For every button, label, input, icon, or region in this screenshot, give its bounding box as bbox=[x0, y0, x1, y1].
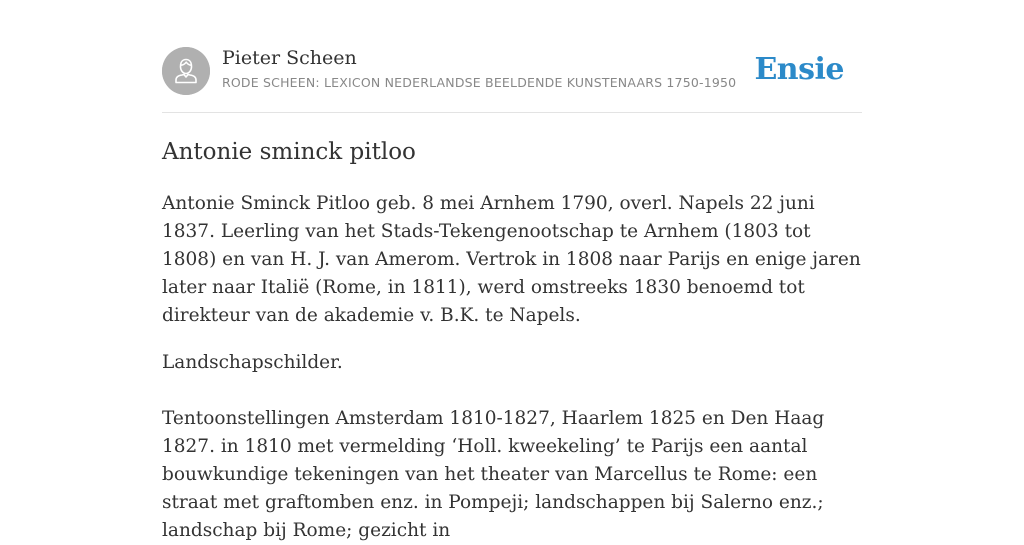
source-title[interactable]: RODE SCHEEN: LEXICON NEDERLANDSE BEELDENDE KUNSTENAARS 1750-1950 bbox=[222, 75, 737, 90]
paragraph: Tentoonstellingen Amsterdam 1810-1827, Haarlem 1825 en Den Haag 1827. in 1810 met vermelding ‘Holl. kweekeling’ te Parijs een aantal bouwkundige tekeningen van het theater van Marcellus te Rome: een straat met graftomben enz. in Pompeji; landschappen bij Salerno enz.; landschap bij Rome; gezicht in bbox=[162, 408, 825, 541]
article-container bbox=[162, 0, 862, 541]
author-name[interactable]: Pieter Scheen bbox=[222, 47, 357, 69]
user-silhouette-icon bbox=[162, 47, 210, 95]
paragraph: Antonie Sminck Pitloo geb. 8 mei Arnhem 1790, overl. Napels 22 juni 1837. Leerling van het Stads-Tekengenootschap te Arnhem (1803 tot 1808) en van H. J. van Amerom. Vertrok in 1808 naar Parijs en enige jaren later naar Italië (Rome, in 1811), werd omstreeks 1830 benoemd tot direkteur van de akademie v. B.K. te Napels. bbox=[162, 193, 861, 326]
brand-logo[interactable]: Ensie bbox=[754, 52, 844, 87]
article-header bbox=[162, 0, 862, 113]
article-body bbox=[162, 190, 867, 545]
avatar[interactable] bbox=[162, 47, 210, 95]
article-title: Antonie sminck pitloo bbox=[162, 139, 416, 165]
paragraph: Landschapschilder. bbox=[162, 352, 343, 373]
